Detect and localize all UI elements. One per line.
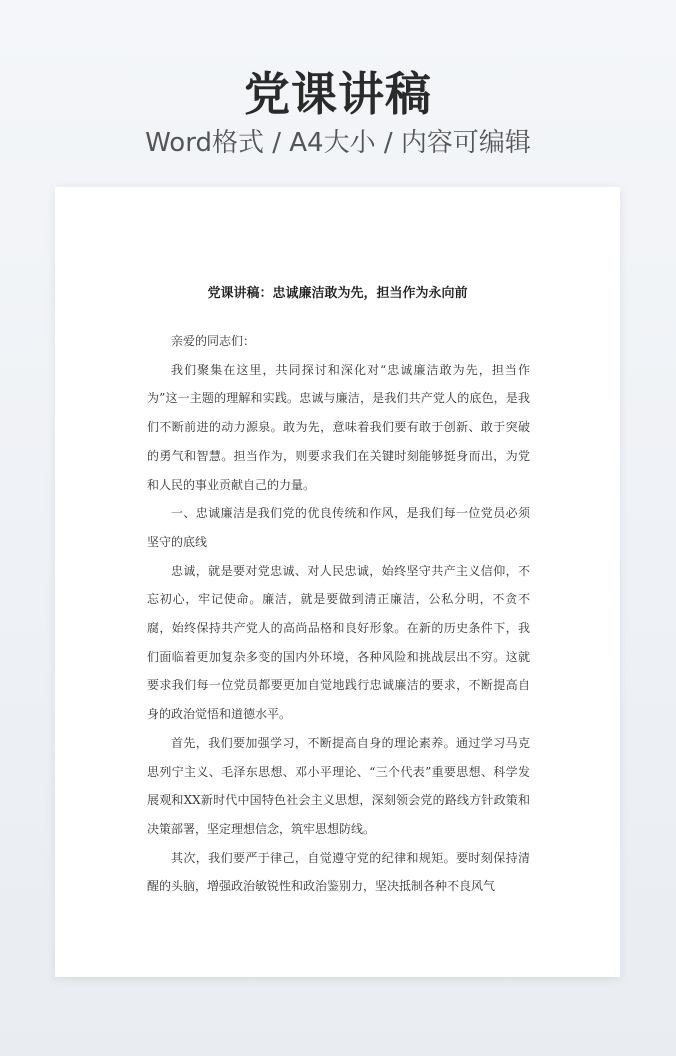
document-page: [55, 187, 620, 977]
document-heading: 一、忠诚廉洁是我们党的优良传统和作风，是我们每一位党员必须坚守的底线: [147, 506, 530, 549]
page-title: 党课讲稿: [244, 67, 432, 121]
document-paragraph: 首先，我们要加强学习，不断提高自身的理论素养。通过学习马克思列宁主义、毛泽东思想、邓小平理论、“三个代表”重要思想、科学发展观和XX新时代中国特色社会主义思想，深刻领会党的路线方针政策和决策部署，坚定理想信念，筑牢思想防线。: [147, 735, 530, 836]
document-paragraph: 忠诚，就是要对党忠诚、对人民忠诚，始终坚守共产主义信仰，不忘初心，牢记使命。廉洁，就是要做到清正廉洁，公私分明，不贪不腐，始终保持共产党人的高尚品格和良好形象。在新的历史条件下，我们面临着更加复杂多变的国内外环境，各种风险和挑战层出不穷。这就要求我们每一位党员都要更加自觉地践行忠诚廉洁的要求，不断提高自身的政治觉悟和道德水平。: [147, 563, 530, 722]
page-subtitle: Word格式 / A4大小 / 内容可编辑: [145, 128, 531, 158]
document-title: 党课讲稿：忠诚廉洁敢为先，担当作为永向前: [207, 286, 468, 301]
document-body: [147, 327, 530, 901]
document-paragraph: 我们聚集在这里，共同探讨和深化对“忠诚廉洁敢为先，担当作为”这一主题的理解和实践。忠诚与廉洁，是我们共产党人的底色，是我们不断前进的动力源泉。敢为先，意味着我们要有敢于创新、敢于突破的勇气和智慧。担当作为，则要求我们在关键时刻能够挺身而出，为党和人民的事业贡献自己的力量。: [147, 362, 530, 492]
document-paragraph: 亲爱的同志们：: [171, 334, 256, 348]
document-paragraph: 其次，我们要严于律己，自觉遵守党的纪律和规矩。要时刻保持清醒的头脑，增强政治敏锐性和政治鉴别力，坚决抵制各种不良风气: [147, 850, 530, 894]
page-header: [0, 62, 676, 160]
